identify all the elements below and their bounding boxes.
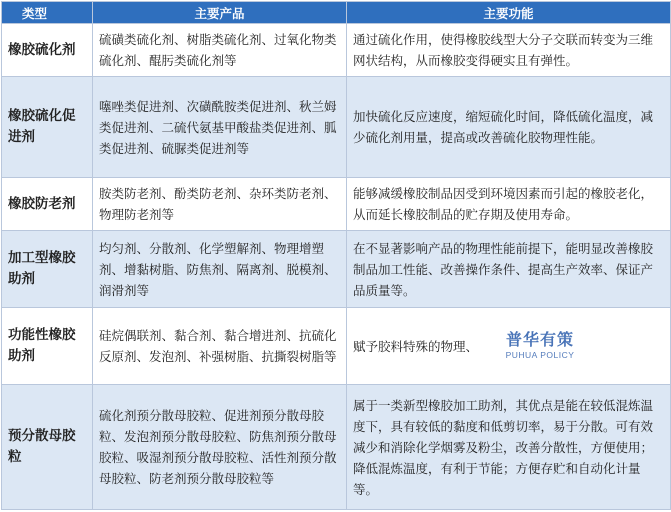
row-type-cell: 预分散母胶粒 — [2, 385, 93, 510]
row-type-cell: 橡胶硫化剂 — [2, 24, 93, 77]
row-function-cell: 加快硫化反应速度，缩短硫化时间，降低硫化温度，减少硫化剂用量，提高或改善硫化胶物理性能。 — [347, 77, 671, 178]
table-row — [2, 385, 671, 510]
rubber-additives-table — [1, 1, 671, 510]
table-row — [2, 24, 671, 77]
row-products-cell: 均匀剂、分散剂、化学塑解剂、物理增塑剂、增黏树脂、防焦剂、隔离剂、脱模剂、润滑剂等 — [93, 231, 347, 308]
row-function-cell: 赋予胶料特殊的物理、 — [347, 308, 671, 385]
table-row — [2, 308, 671, 385]
row-function-cell: 通过硫化作用，使得橡胶线型大分子交联而转变为三维网状结构，从而橡胶变得硬实且有弹性。 — [347, 24, 671, 77]
row-type-cell: 加工型橡胶助剂 — [2, 231, 93, 308]
row-type-cell: 橡胶防老剂 — [2, 178, 93, 231]
row-products-cell: 硫化剂预分散母胶粒、促进剂预分散母胶粒、发泡剂预分散母胶粒、防焦剂预分散母胶粒、吸湿剂预分散母胶粒、活性剂预分散母胶粒、防老剂预分散母胶粒等 — [93, 385, 347, 510]
watermark-cn: 普华有策 — [505, 330, 574, 349]
row-function-cell: 属于一类新型橡胶加工助剂，其优点是能在较低混炼温度下，具有较低的黏度和低剪切率，易于分散。可有效减少和消除化学烟雾及粉尘，改善分散性，方便使用；降低混炼温度，有利于节能；方便存贮和自动化计量等。 — [347, 385, 671, 510]
watermark-en: PUHUA POLICY — [505, 350, 575, 360]
table-row — [2, 77, 671, 178]
header-type: 类型 — [2, 2, 93, 24]
row-products-cell: 硅烷偶联剂、黏合剂、黏合增进剂、抗硫化反原剂、发泡剂、补强树脂、抗撕裂树脂等 — [93, 308, 347, 385]
table-row — [2, 178, 671, 231]
row-products-cell: 胺类防老剂、酚类防老剂、杂环类防老剂、物理防老剂等 — [93, 178, 347, 231]
table-row — [2, 231, 671, 308]
header-function: 主要功能 — [347, 2, 671, 24]
page — [0, 1, 671, 512]
row-products-cell: 硫磺类硫化剂、树脂类硫化剂、过氧化物类硫化剂、醌肟类硫化剂等 — [93, 24, 347, 77]
row-type-cell: 功能性橡胶助剂 — [2, 308, 93, 385]
row-type-cell: 橡胶硫化促进剂 — [2, 77, 93, 178]
header-products: 主要产品 — [93, 2, 347, 24]
table-header-row — [2, 2, 671, 24]
row-products-cell: 噻唑类促进剂、次磺酰胺类促进剂、秋兰姆类促进剂、二硫代氨基甲酸盐类促进剂、胍类促进剂、硫脲类促进剂等 — [93, 77, 347, 178]
row-function-cell: 在不显著影响产品的物理性能前提下，能明显改善橡胶制品加工性能、改善操作条件、提高生产效率、保证产品质量等。 — [347, 231, 671, 308]
row-function-cell: 能够减缓橡胶制品因受到环境因素而引起的橡胶老化，从而延长橡胶制品的贮存期及使用寿命。 — [347, 178, 671, 231]
